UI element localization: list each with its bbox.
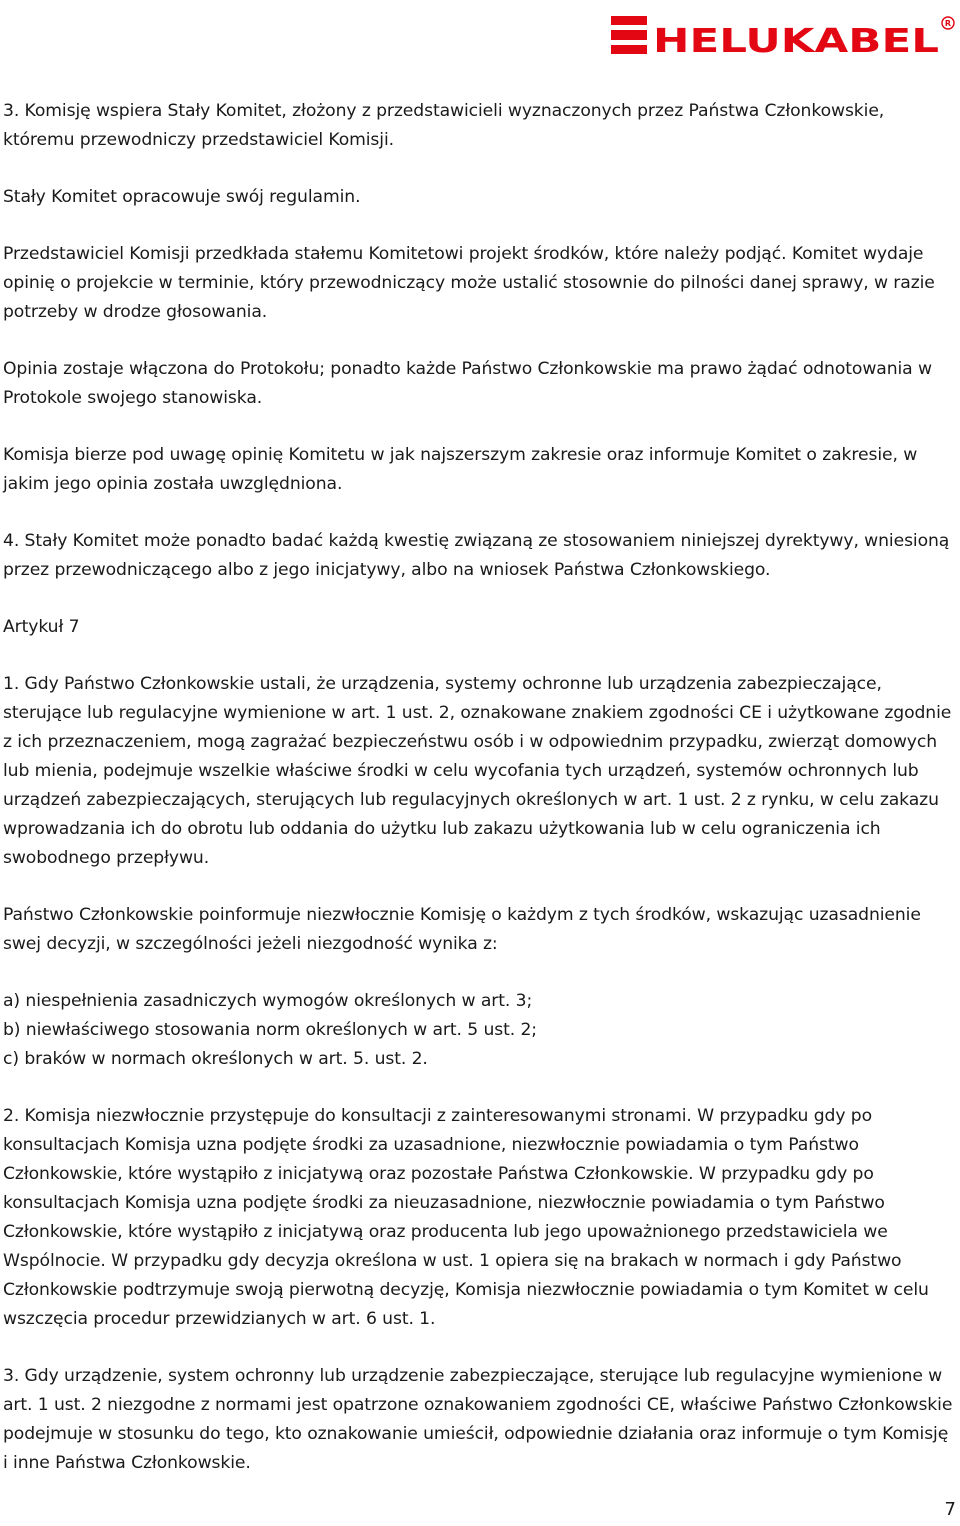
document-body bbox=[3, 97, 956, 1506]
helukabel-logo bbox=[611, 16, 955, 56]
paragraph: Stały Komitet opracowuje swój regulamin. bbox=[3, 187, 361, 207]
list-item: b) niewłaściwego stosowania norm określonych w art. 5 ust. 2; bbox=[3, 1020, 537, 1040]
article-heading: Artykuł 7 bbox=[3, 617, 80, 637]
paragraph: 2. Komisja niezwłocznie przystępuje do konsultacji z zainteresowanymi stronami. W przypadku gdy po konsultacjach Komisja uzna podjęte środki za uzasadnione, niezwłocznie powiadamia o tym Państwo Członkowskie, które wystąpiło z inicjatywą oraz pozostałe Państwa Członkowskie. W przypadku gdy po konsultacjach Komisja uzna podjęte środki za nieuzasadnione, niezwłocznie powiadamia o tym Państwo Członkowskie, które wystąpiło z inicjatywą oraz producenta lub jego upoważnionego przedstawiciela we Wspólnocie. W przypadku gdy decyzja określona w ust. 1 opiera się na brakach w normach i gdy Państwo Członkowskie podtrzymuje swoją pierwotną decyzję, Komisja niezwłocznie powiadamia o tym Komitet w celu wszczęcia procedur przewidzianych w art. 6 ust. 1. bbox=[3, 1106, 929, 1329]
paragraph: Opinia zostaje włączona do Protokołu; ponadto każde Państwo Członkowskie ma prawo żądać odnotowania w Protokole swojego stanowiska. bbox=[3, 359, 932, 408]
page-number: 7 bbox=[944, 1499, 956, 1520]
paragraph: Państwo Członkowskie poinformuje niezwłocznie Komisję o każdym z tych środków, wskazując uzasadnienie swej decyzji, w szczególności jeżeli niezgodność wynika z: bbox=[3, 905, 921, 954]
paragraph: Komisja bierze pod uwagę opinię Komitetu w jak najszerszym zakresie oraz informuje Komitet o zakresie, w jakim jego opinia została uwzględniona. bbox=[3, 445, 918, 494]
list-item: c) braków w normach określonych w art. 5. ust. 2. bbox=[3, 1049, 428, 1069]
paragraph: Przedstawiciel Komisji przedkłada stałemu Komitetowi projekt środków, które należy podjąć. Komitet wydaje opinię o projekcie w terminie, który przewodniczący może ustalić stosownie do pilności danej sprawy, w razie potrzeby w drodze głosowania. bbox=[3, 244, 935, 322]
logo-wordmark: HELUKABEL bbox=[653, 21, 939, 56]
list-item: a) niespełnienia zasadniczych wymogów określonych w art. 3; bbox=[3, 991, 533, 1011]
paragraph: 1. Gdy Państwo Członkowskie ustali, że urządzenia, systemy ochronne lub urządzenia zabezpieczające, sterujące lub regulacyjne wymienione w art. 1 ust. 2, oznakowane znakiem zgodności CE i użytkowane zgodnie z ich przeznaczeniem, mogą zagrażać bezpieczeństwu osób i w odpowiednim przypadku, zwierząt domowych lub mienia, podejmuje wszelkie właściwe środki w celu wycofania tych urządzeń, systemów ochronnych lub urządzeń zabezpieczających, sterujących lub regulacyjnych określonych w art. 1 ust. 2 z rynku, w celu zakazu wprowadzania ich do obrotu lub oddania do użytku lub zakazu użytkowania lub w celu ograniczenia ich swobodnego przepływu. bbox=[3, 674, 952, 868]
reason-list bbox=[3, 987, 956, 1074]
paragraph: 3. Komisję wspiera Stały Komitet, złożony z przedstawicieli wyznaczonych przez Państwa Członkowskie, któremu przewodniczy przedstawiciel Komisji. bbox=[3, 101, 885, 150]
paragraph: 3. Gdy urządzenie, system ochronny lub urządzenie zabezpieczające, sterujące lub regulacyjne wymienione w art. 1 ust. 2 niezgodne z normami jest opatrzone oznakowaniem zgodności CE, właściwe Państwo Członkowskie podejmuje w stosunku do tego, kto oznakowanie umieścił, odpowiednie działania oraz informuje o tym Komisję i inne Państwa Członkowskie. bbox=[3, 1366, 953, 1473]
registered-mark: R bbox=[944, 19, 952, 28]
paragraph: 4. Stały Komitet może ponadto badać każdą kwestię związaną ze stosowaniem niniejszej dyrektywy, wniesioną przez przewodniczącego albo z jego inicjatywy, albo na wniosek Państwa Członkowskiego. bbox=[3, 531, 950, 580]
